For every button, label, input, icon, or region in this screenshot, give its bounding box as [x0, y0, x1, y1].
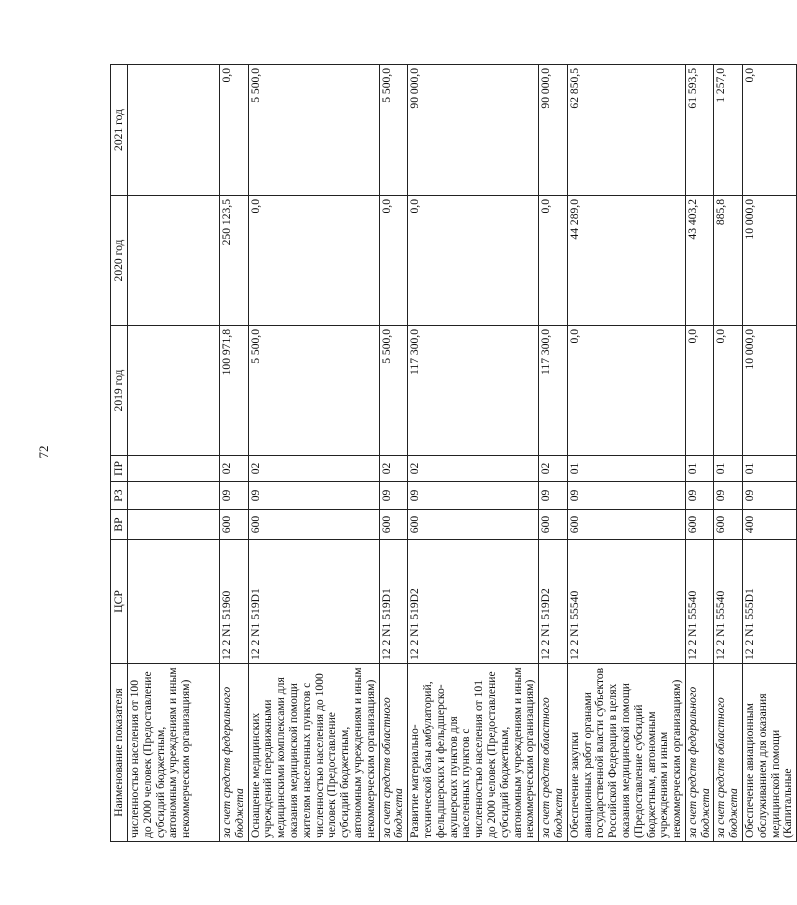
cell-name: за счет средств федерального бюджета: [220, 664, 249, 842]
cell-vr: 600: [567, 510, 685, 540]
table-row: [685, 65, 714, 842]
cell-name: за счет средств областного бюджета: [379, 664, 408, 842]
cell-csr: 12 2 N1 51960: [220, 540, 249, 664]
rotated-table-frame: [110, 65, 795, 842]
cell-2019: 100 971,8: [220, 326, 249, 456]
cell-vr: 600: [408, 510, 539, 540]
table-container: [110, 65, 795, 842]
cell-csr: 12 2 N1 519D2: [408, 540, 539, 664]
cell-2019: 117 300,0: [408, 326, 539, 456]
cell-rz: 09: [539, 482, 568, 510]
cell-name: за счет средств федерального бюджета: [685, 664, 714, 842]
cell-csr: 12 2 N1 55540: [685, 540, 714, 664]
table-row: [714, 65, 743, 842]
header-csr: ЦСР: [111, 540, 128, 664]
cell-name: Обеспечение закупки авиационных работ органами государственной власти субъектов Российской Федерации в целях оказания медицинской помощи (Предоставление субсидий бюджетным, автономным учреждениям и иным некоммерческим организациям): [567, 664, 685, 842]
table-row: [248, 65, 379, 842]
cell-rz: 09: [714, 482, 743, 510]
cell-name: численностью населения от 100 до 2000 человек (Предоставление субсидий бюджетным, автономным учреждениям и иным некоммерческим организациям): [128, 664, 220, 842]
page-number: 72: [36, 445, 51, 459]
cell-csr: 12 2 N1 55540: [714, 540, 743, 664]
cell-csr: 12 2 N1 55540: [567, 540, 685, 664]
cell-rz: 09: [379, 482, 408, 510]
cell-vr: 600: [379, 510, 408, 540]
cell-rz: [128, 482, 220, 510]
cell-2020: [128, 196, 220, 326]
cell-2019: 0,0: [567, 326, 685, 456]
cell-2021: [128, 65, 220, 196]
cell-2020: 885,8: [714, 196, 743, 326]
cell-rz: 09: [567, 482, 685, 510]
cell-csr: 12 2 N1 519D1: [248, 540, 379, 664]
cell-2021: 61 593,5: [685, 65, 714, 196]
cell-pr: 02: [539, 456, 568, 482]
cell-2020: 0,0: [379, 196, 408, 326]
table-row: [379, 65, 408, 842]
cell-pr: 02: [220, 456, 249, 482]
cell-csr: 12 2 N1 519D2: [539, 540, 568, 664]
cell-rz: 09: [248, 482, 379, 510]
cell-csr: [128, 540, 220, 664]
cell-pr: 02: [379, 456, 408, 482]
cell-vr: 600: [714, 510, 743, 540]
cell-2020: 10 000,0: [743, 196, 797, 326]
cell-pr: [128, 456, 220, 482]
cell-csr: 12 2 N1 519D1: [379, 540, 408, 664]
cell-2021: 5 500,0: [379, 65, 408, 196]
header-row: [111, 65, 128, 842]
header-name: Наименование показателя: [111, 664, 128, 842]
cell-2021: 62 850,5: [567, 65, 685, 196]
cell-vr: 600: [539, 510, 568, 540]
cell-2019: 0,0: [714, 326, 743, 456]
cell-rz: 09: [743, 482, 797, 510]
cell-vr: 600: [248, 510, 379, 540]
cell-vr: 600: [220, 510, 249, 540]
cell-2020: 0,0: [408, 196, 539, 326]
cell-2021: 5 500,0: [248, 65, 379, 196]
table-row: [567, 65, 685, 842]
table-row: [743, 65, 797, 842]
header-2019: 2019 год: [111, 326, 128, 456]
cell-2020: 44 289,0: [567, 196, 685, 326]
cell-pr: 01: [685, 456, 714, 482]
table-row: [220, 65, 249, 842]
cell-pr: 01: [567, 456, 685, 482]
header-2020: 2020 год: [111, 196, 128, 326]
cell-2019: 0,0: [685, 326, 714, 456]
cell-name: Обеспечение авиационным обслуживанием для оказания медицинской помощи (Капитальные: [743, 664, 797, 842]
cell-2020: 0,0: [539, 196, 568, 326]
cell-csr: 12 2 N1 555D1: [743, 540, 797, 664]
cell-vr: [128, 510, 220, 540]
cell-2019: 117 300,0: [539, 326, 568, 456]
cell-2021: 0,0: [743, 65, 797, 196]
cell-rz: 09: [408, 482, 539, 510]
cell-rz: 09: [220, 482, 249, 510]
table-row: [539, 65, 568, 842]
cell-2021: 1 257,0: [714, 65, 743, 196]
cell-rz: 09: [685, 482, 714, 510]
cell-pr: 01: [714, 456, 743, 482]
cell-name: за счет средств областного бюджета: [539, 664, 568, 842]
cell-name: за счет средств областного бюджета: [714, 664, 743, 842]
cell-vr: 400: [743, 510, 797, 540]
cell-2021: 0,0: [220, 65, 249, 196]
cell-2021: 90 000,0: [408, 65, 539, 196]
header-2021: 2021 год: [111, 65, 128, 196]
cell-pr: 01: [743, 456, 797, 482]
table-row: [408, 65, 539, 842]
cell-name: Оснащение медицинских учреждений передвижными медицинскими комплексами для оказания медицинской помощи жителям населенных пунктов с численностью населения до 1000 человек (Предоставление субсидий бюджетным, автономным учреждениям и иным некоммерческим организациям): [248, 664, 379, 842]
cell-2020: 250 123,5: [220, 196, 249, 326]
cell-2020: 0,0: [248, 196, 379, 326]
cell-2019: 5 500,0: [248, 326, 379, 456]
budget-table: [110, 64, 797, 842]
cell-pr: 02: [408, 456, 539, 482]
cell-2019: [128, 326, 220, 456]
cell-pr: 02: [248, 456, 379, 482]
header-rz: РЗ: [111, 482, 128, 510]
cell-vr: 600: [685, 510, 714, 540]
header-pr: ПР: [111, 456, 128, 482]
cell-2020: 43 403,2: [685, 196, 714, 326]
cell-2019: 5 500,0: [379, 326, 408, 456]
table-row: [128, 65, 220, 842]
cell-name: Развитие материально-технической базы амбулаторий, фельдшерских и фельдшерско-акушерских пунктов для населенных пунктов с численностью населения от 101 до 2000 человек (Предоставление субсидий бюджетным, автономным учреждениям и иным некоммерческим организациям): [408, 664, 539, 842]
header-vr: ВР: [111, 510, 128, 540]
cell-2021: 90 000,0: [539, 65, 568, 196]
cell-2019: 10 000,0: [743, 326, 797, 456]
